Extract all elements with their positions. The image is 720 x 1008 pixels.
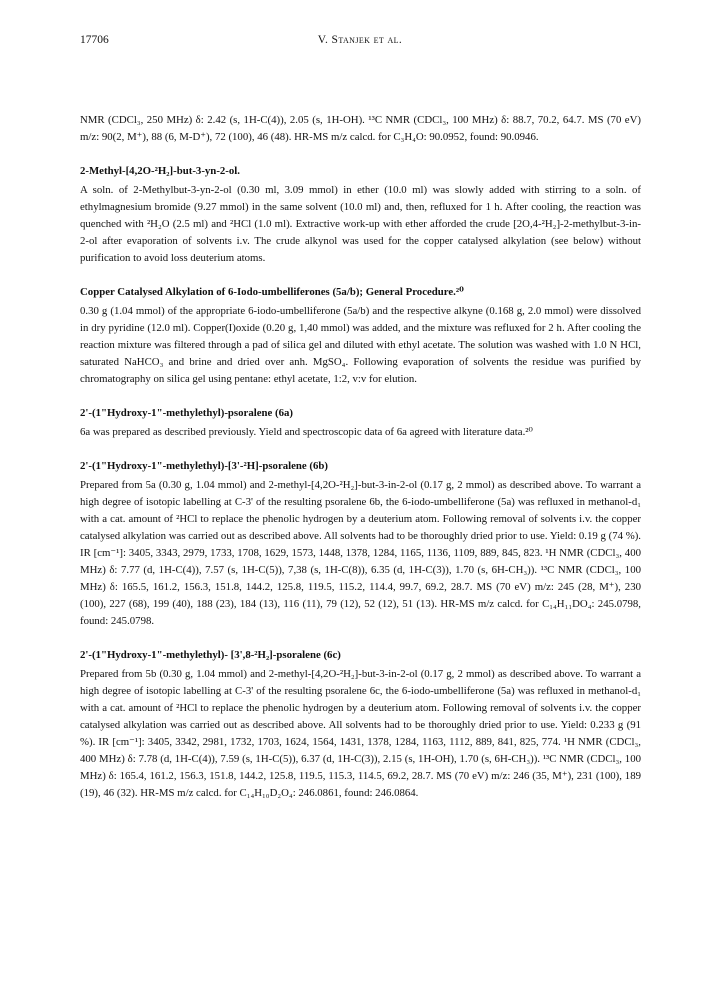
section-heading: 2'-(1"Hydroxy-1"-methylethyl)-[3'-²H]-psoralene (6b): [80, 460, 329, 472]
section-compound-6a: [80, 405, 641, 441]
section-heading: Copper Catalysed Alkylation of 6-Iodo-umbelliferones (5a/b); General Procedure.²⁰: [80, 286, 464, 298]
section-body: 0.30 g (1.04 mmol) of the appropriate 6-iodo-umbelliferone (5a/b) and the respective alkyne (0.168 g, 2.0 mmol) were dissolved in dry pyridine (12.0 ml). Copper(I)oxide (0.20 g, 1,40 mmol) was added, and the mixture was refluxed for 2 h. After cooling the reaction mixture was filtered through a pad of silica gel and diluted with ethyl acetate. The solution was washed with 1.0 N HCl, saturated NaHCO₃ and brine and dried over anh. MgSO₄. Following evaporation of solvents the residue was purified by chromatography on silica gel using pentane: ethyl acetate, 1:2, v:v for elution.: [80, 305, 641, 385]
section-body: NMR (CDCl₃, 250 MHz) δ: 2.42 (s, 1H-C(4)), 2.05 (s, 1H-OH). ¹³C NMR (CDCl₃, 100 MHz) δ: 88.7, 70.2, 64.7. MS (70 eV) m/z: 90(2, M⁺), 88 (6, M-D⁺), 72 (100), 46 (48). HR-MS m/z calcd. for C₃H₄O: 90.0952, found: 90.0946.: [80, 114, 641, 143]
section-heading: 2-Methyl-[4,2O-²H₂]-but-3-yn-2-ol.: [80, 165, 241, 177]
page-number: 17706: [80, 34, 109, 46]
section-compound-6c: [80, 647, 641, 802]
section-heading: 2'-(1"Hydroxy-1"-methylethyl)-psoralene (6a): [80, 407, 293, 419]
section-body: Prepared from 5a (0.30 g, 1.04 mmol) and 2-methyl-[4,2O-²H₂]-but-3-in-2-ol (0.17 g, 2 mmol) as described above. To warrant a high degree of isotopic labelling at C-3' of the resulting psoralene 6b, the 6-iodo-umbelliferone (5a) was refluxed in methanol-d₁ with a cat. amount of ²HCl to replace the phenolic hydrogen by a deuterium atom. Following removal of solvents i.v. the copper catalysed alkylation was carried out as described above. All solvents had to be thoroughly dried prior to use. Yield: 0.19 g (74 %). IR [cm⁻¹]: 3405, 3343, 2979, 1733, 1708, 1629, 1573, 1448, 1378, 1284, 1165, 1136, 1109, 889, 845, 823. ¹H NMR (CDCl₃, 400 MHz) δ: 7.77 (d, 1H-C(4)), 7.57 (s, 1H-C(5)), 7,38 (s, 1H-C(8)), 6.35 (d, 1H-C(3)), 1.70 (s, 6H-CH₃)). ¹³C NMR (CDCl₃, 100 MHz) δ: 165.5, 161.2, 156.3, 151.8, 144.2, 125.8, 119.5, 115.2, 114.4, 99.7, 69.2, 28.7. MS (70 eV) m/z: 245 (28, M⁺), 230 (100), 227 (68), 199 (40), 188 (23), 184 (13), 116 (11), 79 (12), 52 (12), 51 (13). HR-MS m/z calcd. for C₁₄H₁₁DO₄: 245.0798, found: 245.0798.: [80, 479, 641, 627]
section-body: 6a was prepared as described previously. Yield and spectroscopic data of 6a agreed with literature data.²⁰: [80, 426, 533, 438]
section-nmr-continuation: [80, 112, 641, 146]
section-heading: 2'-(1"Hydroxy-1"-methylethyl)- [3',8-²H₂]-psoralene (6c): [80, 649, 341, 661]
section-general-procedure: [80, 284, 641, 388]
section-body: Prepared from 5b (0.30 g, 1.04 mmol) and 2-methyl-[4,2O-²H₂]-but-3-in-2-ol (0.17 g, 2 mmol) as described above. To warrant a high degree of isotopic labelling at C-3' of the resulting psoralene 6c, the 6-iodo-umbelliferone (5a) was refluxed in methanol-d₁ with a cat. amount of ²HCl to replace the phenolic hydrogen by a deuterium atom. Following removal of solvents i.v. the copper catalysed alkylation was carried out as described above. All solvents had to be thoroughly dried prior to use. Yield: 0.233 g (91 %). IR [cm⁻¹]: 3405, 3342, 2981, 1732, 1703, 1624, 1564, 1431, 1378, 1284, 1163, 1112, 889, 841, 825, 774. ¹H NMR (CDCl₃, 400 MHz) δ: 7.78 (d, 1H-C(4)), 7.59 (s, 1H-C(5)), 6.37 (d, 1H-C(3)), 2.15 (s, 1H-OH), 1.70 (s, 6H-CH₃)). ¹³C NMR (CDCl₃, 100 MHz) δ: 165.4, 161.2, 156.3, 151.8, 144.2, 125.8, 119.5, 115.3, 114.5, 69.2, 28.7. MS (70 eV) m/z: 246 (35, M⁺), 231 (100), 189 (19), 46 (32). HR-MS m/z calcd. for C₁₄H₁₀D₂O₄: 246.0861, found: 246.0864.: [80, 668, 641, 799]
page-content: [80, 112, 641, 802]
running-head-authors: V. Stanjek et al.: [317, 34, 403, 46]
section-compound-6b: [80, 458, 641, 630]
page-header: [80, 34, 640, 50]
section-body: A soln. of 2-Methylbut-3-yn-2-ol (0.30 ml, 3.09 mmol) in ether (10.0 ml) was slowly added with stirring to a soln. of ethylmagnesium bromide (9.27 mmol) in the same solvent (10.0 ml) and, then, refluxed for 1 h. After cooling, the reaction was quenched with ²H₂O (2.5 ml) and ²HCl (1.0 ml). Extractive work-up with ether afforded the crude [2O,4-²H₂]-2-methylbut-3-in-2-ol after evaporation of solvents i.v. The crude alkynol was used for the copper catalysed alkylation (see below) without purification to avoid loss deuterium atoms.: [80, 184, 641, 264]
section-methylbutynol: [80, 163, 641, 267]
